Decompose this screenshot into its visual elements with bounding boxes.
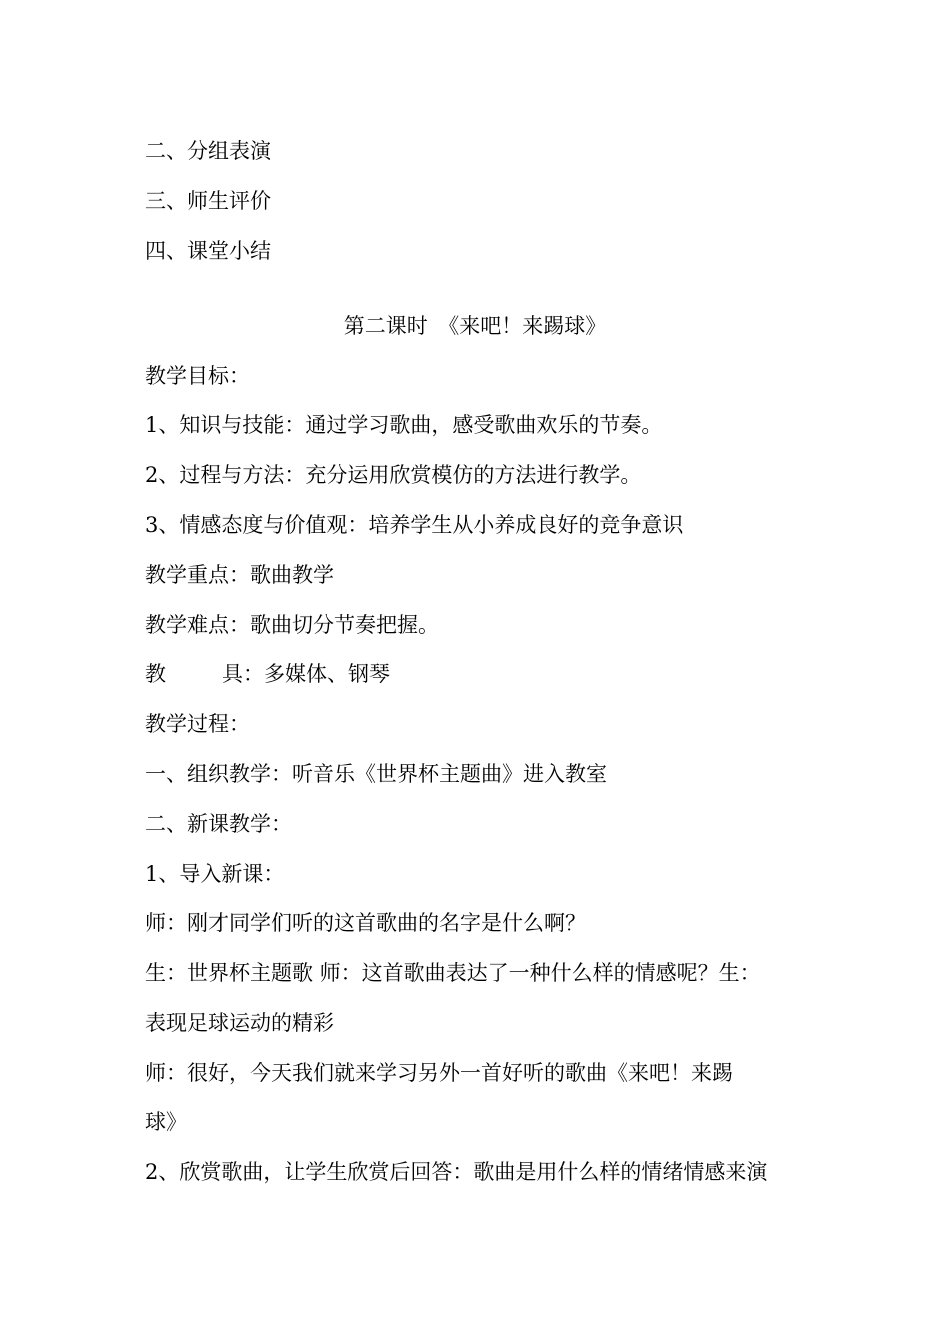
section-evaluation: 三、师生评价 [145,189,271,213]
dialogue-student-answer-cont: 表现足球运动的精彩 [145,1011,334,1035]
dialogue-teacher-question: 师：刚才同学们听的这首歌曲的名字是什么啊？ [145,911,586,935]
process-heading: 教学过程： [145,712,250,736]
lesson-title: 第二课时 《来吧！来踢球》 [343,314,607,338]
objective-attitude: 3、情感态度与价值观：培养学生从小养成良好的竞争意识 [145,513,684,537]
section-summary: 四、课堂小结 [145,239,271,263]
dialogue-student-answer: 生：世界杯主题歌 师：这首歌曲表达了一种什么样的情感呢？生： [145,961,761,985]
key-point: 教学重点：歌曲教学 [145,563,334,587]
dialogue-teacher-intro: 师：很好，今天我们就来学习另外一首好听的歌曲《来吧！来踢 [145,1061,733,1085]
objective-process: 2、过程与方法：充分运用欣赏模仿的方法进行教学。 [145,463,642,487]
tools-label-a: 教 [145,662,166,686]
section-group-performance: 二、分组表演 [145,139,271,163]
process-step-new-lesson: 二、新课教学： [145,812,292,836]
difficulty: 教学难点：歌曲切分节奏把握。 [145,613,439,637]
objective-knowledge: 1、知识与技能：通过学习歌曲，感受歌曲欢乐的节奏。 [145,413,663,437]
process-step-intro: 1、导入新课： [145,862,285,886]
tools-label-b: 具：多媒体、钢琴 [222,662,390,686]
objectives-heading: 教学目标： [145,364,250,388]
process-step-organize: 一、组织教学：听音乐《世界杯主题曲》进入教室 [145,762,607,786]
dialogue-teacher-intro-cont: 球》 [145,1110,187,1134]
teaching-tools [145,660,390,688]
process-step-appreciate: 2、欣赏歌曲，让学生欣赏后回答：歌曲是用什么样的情绪情感来演 [145,1160,768,1184]
